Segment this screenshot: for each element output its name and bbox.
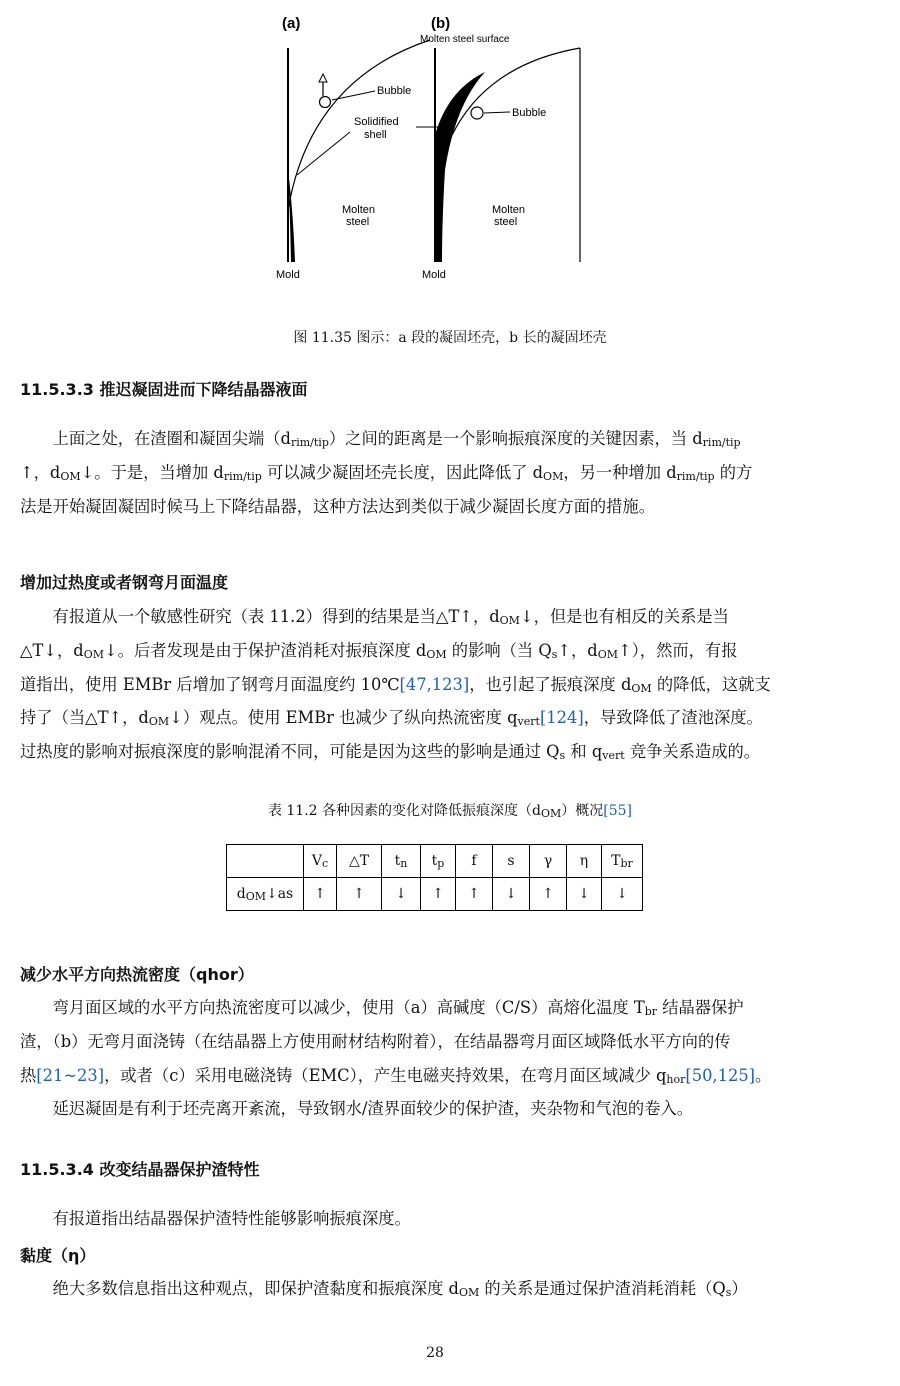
mold-label-a: Mold xyxy=(276,269,300,281)
table-cell: ↑ xyxy=(456,878,493,911)
label-a: (a) xyxy=(282,15,301,32)
molten-a-2: steel xyxy=(346,216,370,228)
table-header-cell: $V_c$ xyxy=(304,845,337,878)
factors-table xyxy=(226,844,643,911)
citation-link[interactable]: [124] xyxy=(539,708,584,728)
citation-link[interactable]: [55] xyxy=(603,803,633,819)
table-corner-cell xyxy=(227,845,304,878)
table-header-cell: γ xyxy=(530,845,567,878)
text-line: 有报道从一个敏感性研究（表 11.2）得到的结果是当△T↑，$d_{OM}↓$，但是也有相反的关系是当 xyxy=(52,607,729,627)
mold-label-b: Mold xyxy=(422,269,446,281)
text-line: 过热度的影响对振痕深度的影响混淆不同，可能是因为这些的影响是通过 $Q_s$ 和 $q_{vert}$ 竞争关系造成的。 xyxy=(20,742,761,763)
solidified-label-2: shell xyxy=(364,129,387,141)
page-number: 28 xyxy=(426,1345,444,1361)
panel-a xyxy=(288,40,430,262)
text-line: 渣，（b）无弯月面浇铸（在结晶器上方使用耐材结构附着），在结晶器弯月面区域降低水平方向的传 xyxy=(20,1031,731,1051)
text-line: 延迟凝固是有利于坯壳离开紊流，导致钢水/渣界面较少的保护渣，夹杂物和气泡的卷入。 xyxy=(52,1099,694,1119)
bubble-b xyxy=(471,107,483,119)
table-cell: ↓ xyxy=(567,878,602,911)
table-header-cell: △T xyxy=(337,845,382,878)
text-line: 持了（当△T↑，$d_{OM}↓$）观点。使用 EMBr 也减少了纵向热流密度 $q_{vert}[124]$，导致降低了渣池深度。 xyxy=(20,708,763,729)
text-line: 热[21~23]，或者（c）采用电磁浇铸（EMC），产生电磁夹持效果，在弯月面区域减少 $q_{hor}[50,125]$。 xyxy=(20,1065,772,1086)
bubble-leader-a xyxy=(332,91,375,100)
text-line: 有报道指出结晶器保护渣特性能够影响振痕深度。 xyxy=(52,1209,411,1228)
bubble-a xyxy=(320,97,331,108)
text-line: 上面之处，在渣圈和凝固尖端$(d_{rim/tip})$之间的距离是一个影响振痕深度的关键因素，当 $d_{rim/tip}$ xyxy=(52,429,741,449)
paragraph-flux-properties xyxy=(20,1202,856,1236)
surface-label: Molten steel surface xyxy=(420,34,510,45)
table-cell: ↑ xyxy=(337,878,382,911)
figure-meniscus-shell xyxy=(270,10,590,285)
table-header-cell: η xyxy=(567,845,602,878)
table-cell: ↑ xyxy=(530,878,567,911)
section-heading-11-5-3-4: 11.5.3.4 改变结晶器保护渣特性 xyxy=(20,1160,260,1179)
paragraph-delay-solidification xyxy=(20,422,856,523)
panel-b xyxy=(416,48,580,262)
table-cell: ↓ xyxy=(382,878,421,911)
bubble-label-b: Bubble xyxy=(512,107,547,119)
text-line: 弯月面区域的水平方向热流密度可以减少，使用（a）高碱度（C/S）高熔化温度 $T_{br}$ 结晶器保护 xyxy=(52,998,744,1018)
figure-caption: 图 11.35 图示：a 段的凝固坯壳，b 长的凝固坯壳 xyxy=(293,330,607,346)
bubble-label-a: Bubble xyxy=(377,85,412,97)
table-caption: 表 11.2 各种因素的变化对降低振痕深度$(d_{OM})$概况[55] xyxy=(267,803,633,820)
citation-link[interactable]: [50,125] xyxy=(685,1065,756,1085)
molten-b-1: Molten xyxy=(492,204,526,216)
table-cell: ↓ xyxy=(602,878,643,911)
table-row-label: $d_{OM}↓as$ xyxy=(227,878,304,911)
molten-a-1: Molten xyxy=(342,204,376,216)
solidified-label-1: Solidified xyxy=(354,116,399,128)
molten-b-2: steel xyxy=(494,216,518,228)
paragraph-superheat xyxy=(20,600,856,769)
table-header-cell: f xyxy=(456,845,493,878)
table-header-cell: $T_{br}$ xyxy=(602,845,643,878)
paragraph-qhor xyxy=(20,991,856,1126)
table-cell: ↑ xyxy=(304,878,337,911)
citation-link[interactable]: [21~23] xyxy=(36,1065,105,1085)
table-row xyxy=(227,878,643,911)
table-header-cell: $t_n$ xyxy=(382,845,421,878)
table-cell: ↑ xyxy=(421,878,456,911)
table-header-cell: $t_p$ xyxy=(421,845,456,878)
shell-leader-a xyxy=(297,132,350,175)
table-header-row xyxy=(227,845,643,878)
citation-link[interactable]: [47,123] xyxy=(399,674,470,694)
section-heading-11-5-3-3: 11.5.3.3 推迟凝固进而下降结晶器液面 xyxy=(20,380,308,399)
table-cell: ↓ xyxy=(493,878,530,911)
label-b: (b) xyxy=(431,15,451,32)
subheading-viscosity: 黏度（η） xyxy=(20,1246,96,1265)
table-header-cell: s xyxy=(493,845,530,878)
text-line: 道指出，使用 EMBr 后增加了钢弯月面温度约 10℃[47,123]，也引起了振痕深度 $d_{OM}$ 的降低，这就支 xyxy=(20,674,771,695)
text-line: 法是开始凝固凝固时候马上下降结晶器，这种方法达到类似于减少凝固长度方面的措施。 xyxy=(20,496,655,516)
section-heading-superheat: 增加过热度或者钢弯月面温度 xyxy=(20,573,229,592)
text-line: 绝大多数信息指出这种观点，即保护渣黏度和振痕深度 $d_{OM}$ 的关系是通过保护渣消耗消耗$(Q_s)$ xyxy=(52,1279,748,1299)
section-heading-qhor: 减少水平方向热流密度（qhor） xyxy=(20,965,254,984)
arrowhead-up-a xyxy=(319,74,327,82)
bubble-leader-b xyxy=(484,112,510,113)
solid-shell-b xyxy=(435,72,485,262)
text-line: △T↓，$d_{OM}↓$。后者发现是由于保护渣消耗对振痕深度 $d_{OM}$ 的影响（当 $Q_s↑$，$d_{OM}↑$），然而，有报 xyxy=(20,640,738,661)
text-line: ↑，$d_{OM}↓$。于是，当增加 $d_{rim/tip}$ 可以减少凝固坯壳长度，因此降低了 $d_{OM}$，另一种增加 $d_{rim/tip}$ 的方 xyxy=(20,462,753,483)
paragraph-viscosity xyxy=(20,1272,856,1306)
